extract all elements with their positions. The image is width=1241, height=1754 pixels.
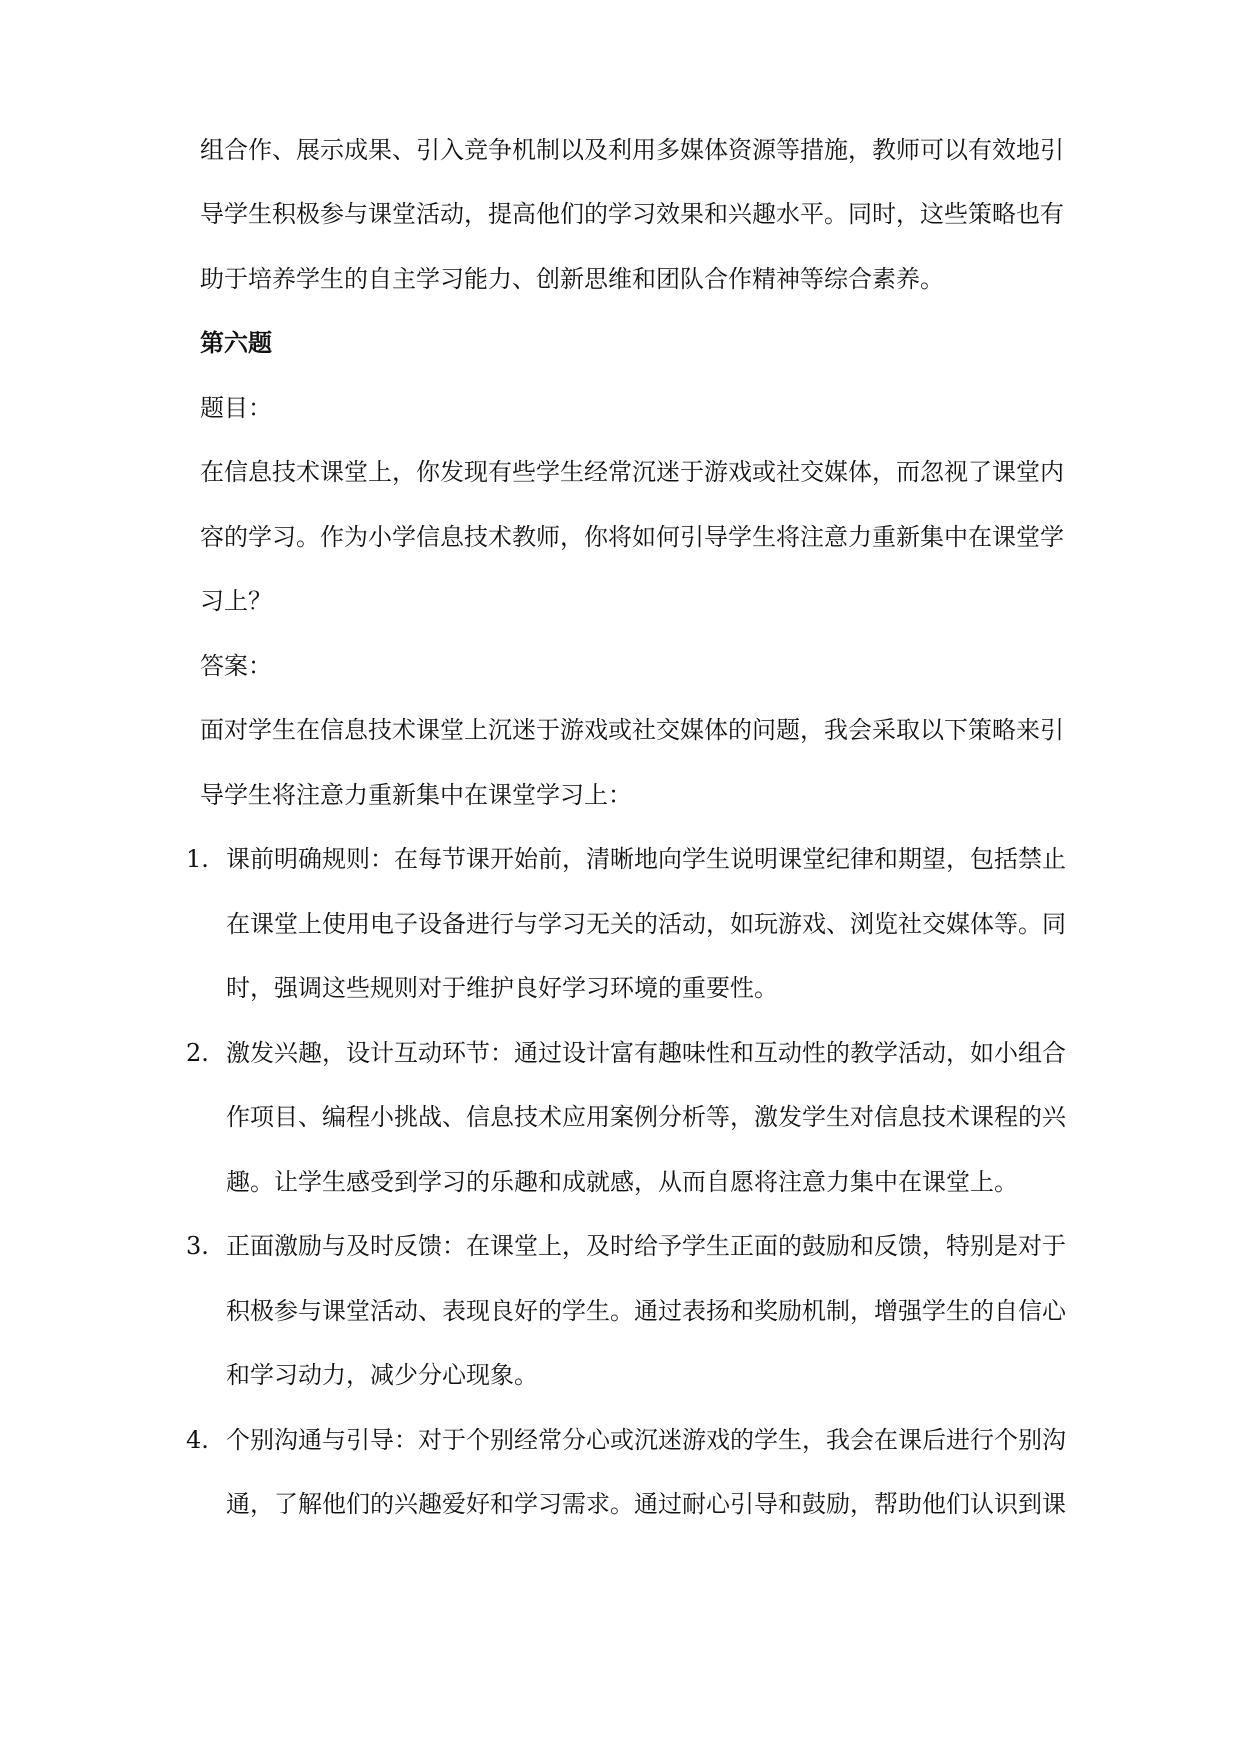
list-item-number: 3. xyxy=(186,1232,209,1260)
paragraph-line: 组合作、展示成果、引入竞争机制以及利用多媒体资源等措施，教师可以有效地引 xyxy=(200,136,1064,164)
list-item-line: 作项目、编程小挑战、信息技术应用案例分析等，激发学生对信息技术课程的兴 xyxy=(226,1103,1066,1131)
list-item-line: 和学习动力，减少分心现象。 xyxy=(226,1361,538,1389)
list-item-line: 课前明确规则：在每节课开始前，清晰地向学生说明课堂纪律和期望，包括禁止 xyxy=(226,845,1066,873)
answer-label: 答案： xyxy=(200,652,272,680)
list-item-line: 通，了解他们的兴趣爱好和学习需求。通过耐心引导和鼓励，帮助他们认识到课 xyxy=(226,1490,1066,1518)
list-item-line: 个别沟通与引导：对于个别经常分心或沉迷游戏的学生，我会在课后进行个别沟 xyxy=(226,1426,1066,1454)
list-item-line: 激发兴趣，设计互动环节：通过设计富有趣味性和互动性的教学活动，如小组合 xyxy=(226,1039,1066,1067)
question-line: 习上？ xyxy=(200,587,272,615)
answer-line: 导学生将注意力重新集中在课堂学习上： xyxy=(200,781,632,809)
section-heading: 第六题 xyxy=(200,328,272,357)
list-item-line: 时，强调这些规则对于维护良好学习环境的重要性。 xyxy=(226,974,778,1002)
list-item-number: 4. xyxy=(186,1426,209,1454)
list-item-line: 在课堂上使用电子设备进行与学习无关的活动，如玩游戏、浏览社交媒体等。同 xyxy=(226,910,1066,938)
list-item-number: 2. xyxy=(186,1039,209,1067)
list-item-number: 1. xyxy=(186,845,209,873)
question-label: 题目： xyxy=(200,394,272,422)
list-item-line: 积极参与课堂活动、表现良好的学生。通过表扬和奖励机制，增强学生的自信心 xyxy=(226,1297,1066,1325)
paragraph-line: 助于培养学生的自主学习能力、创新思维和团队合作精神等综合素养。 xyxy=(200,265,944,293)
list-item-line: 正面激励与及时反馈：在课堂上，及时给予学生正面的鼓励和反馈，特别是对于 xyxy=(226,1232,1066,1260)
question-line: 在信息技术课堂上，你发现有些学生经常沉迷于游戏或社交媒体，而忽视了课堂内 xyxy=(200,458,1064,486)
answer-line: 面对学生在信息技术课堂上沉迷于游戏或社交媒体的问题，我会采取以下策略来引 xyxy=(200,716,1064,744)
question-line: 容的学习。作为小学信息技术教师，你将如何引导学生将注意力重新集中在课堂学 xyxy=(200,523,1064,551)
paragraph-line: 导学生积极参与课堂活动，提高他们的学习效果和兴趣水平。同时，这些策略也有 xyxy=(200,200,1064,228)
list-item-line: 趣。让学生感受到学习的乐趣和成就感，从而自愿将注意力集中在课堂上。 xyxy=(226,1168,1018,1196)
